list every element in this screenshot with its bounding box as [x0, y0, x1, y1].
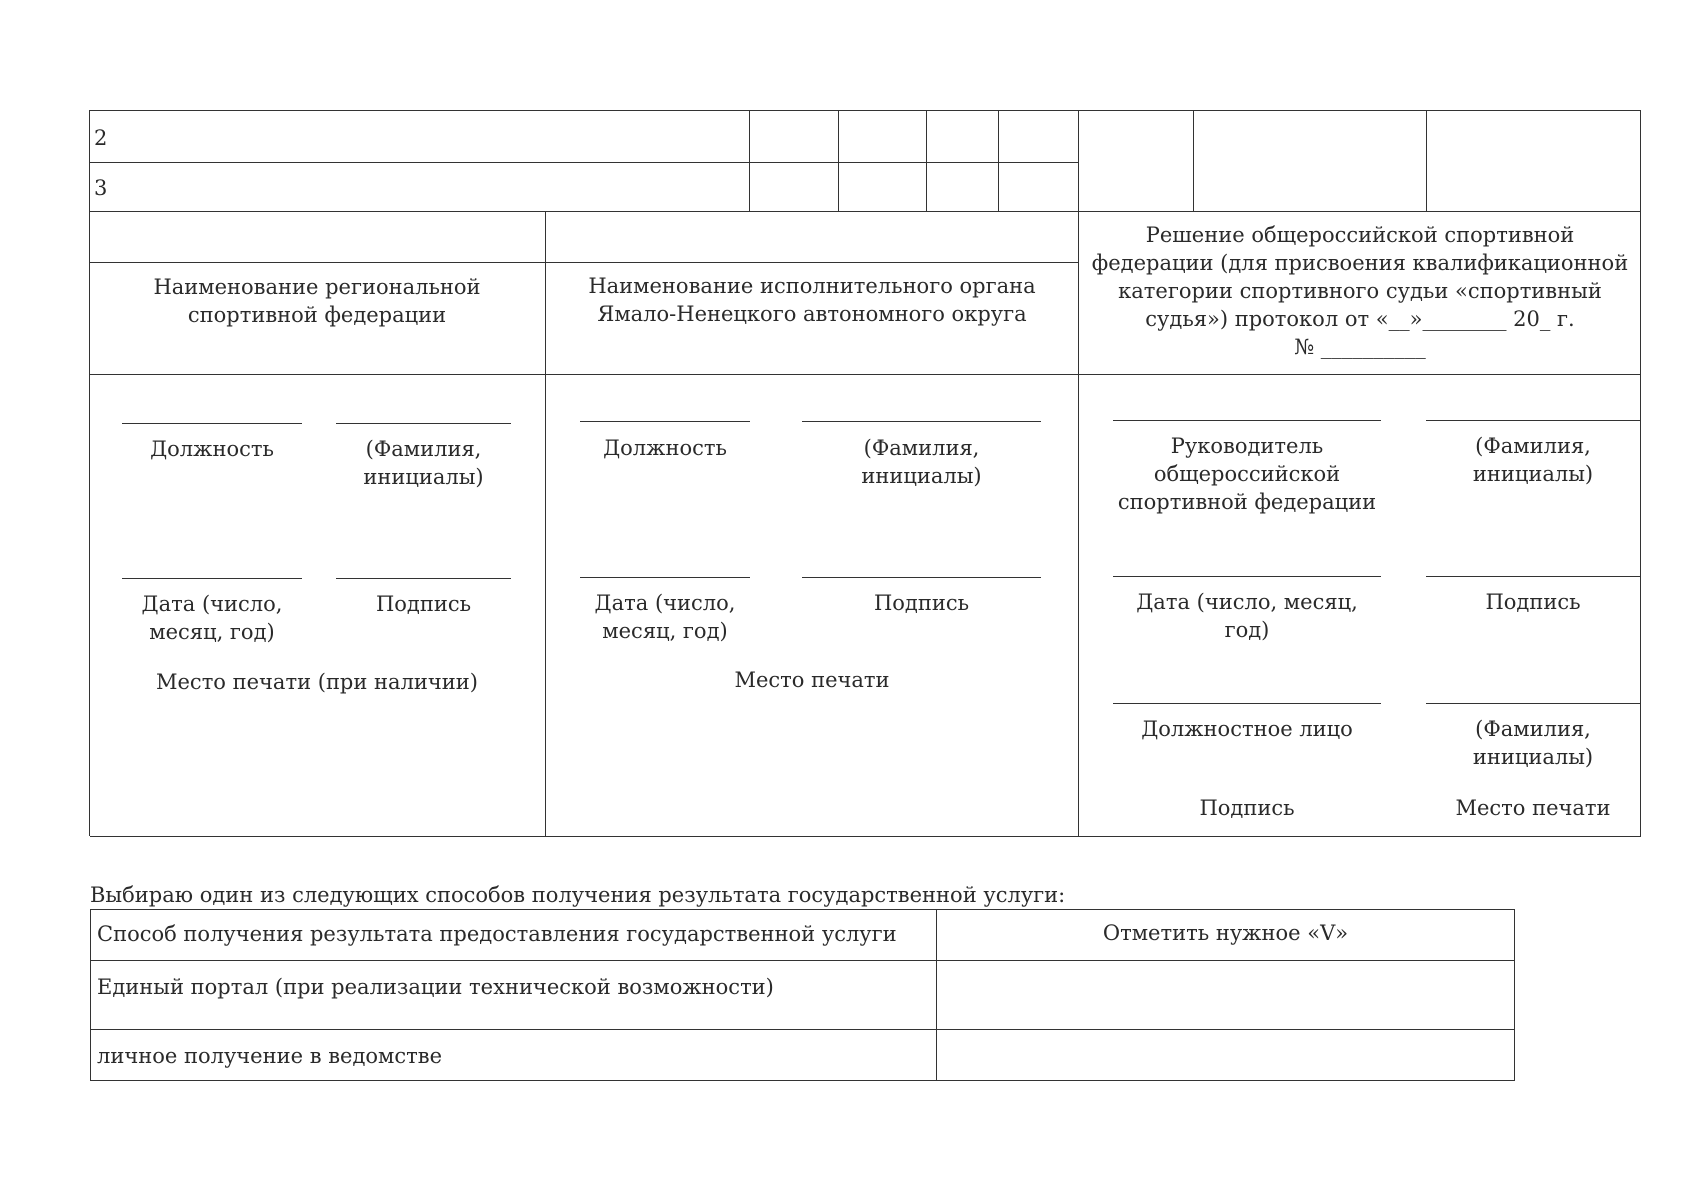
executive-body-header: Наименование исполнительного органа Ямало-Ненецкого автономного округа	[588, 274, 1036, 326]
delivery-mark-column-header: Отметить нужное «V»	[1102, 921, 1349, 945]
regional-date-label: Дата (число, месяц, год)	[141, 592, 283, 644]
executive-signature-label: Подпись	[873, 591, 970, 615]
delivery-option-in-person-mark-cell[interactable]	[938, 1031, 1513, 1079]
federation-date-label: Дата (число, месяц, год)	[1136, 590, 1358, 642]
regional-federation-header: Наименование региональной спортивной федерации	[153, 275, 481, 327]
executive-date-label: Дата (число, месяц, год)	[594, 591, 736, 643]
regional-position-label: Должность	[150, 437, 274, 461]
federation-name-label: (Фамилия, инициалы)	[1472, 434, 1594, 486]
regional-stamp-label: Место печати (при наличии)	[156, 670, 478, 694]
document-page: 2 3 Наименование региональной спортивной федерации Должность (Фамилия, инициалы) Дата (число, месяц, год) Подпись Место печати (при наличии) Наименование исполнительного органа Ямало-Ненецкого автономного округа Должность (Фамилия, инициалы) Дата (число, месяц, год) Подпись Место печати Решение общероссийской спортивной федерации (для присвоения квалификационной категории спортивного судьи «спортивный судья») протокол от «__»________ 20_ г. № __________ Руководитель общероссийской спортивной федерации (Фамилия, инициалы) Дата (число, месяц, год) Подпись Должностное лицо (Фамилия, инициалы) Подпись Место печати Выбираю один из следующих способов получения результата государственной услуги: Способ получения результата предоставления государственной услуги Отметить нужное «V» Единый портал (при реализации технической возможности) личное получение в ведомстве	[0, 0, 1697, 1200]
delivery-option-in-person: личное получение в ведомстве	[97, 1044, 442, 1068]
delivery-option-portal: Единый портал (при реализации технической возможности)	[97, 975, 774, 999]
federation-signature-label: Подпись	[1485, 590, 1581, 614]
delivery-intro: Выбираю один из следующих способов получения результата государственной услуги:	[90, 883, 1066, 907]
row-number-2: 2	[94, 126, 108, 150]
federation-head-label: Руководитель общероссийской спортивной федерации	[1117, 434, 1377, 514]
executive-position-label: Должность	[603, 436, 727, 460]
federation-official-name-label: (Фамилия, инициалы)	[1472, 717, 1594, 769]
row-number-3: 3	[94, 176, 108, 200]
federation-stamp-label: Место печати	[1455, 796, 1611, 820]
federation-official-label: Должностное лицо	[1141, 717, 1353, 741]
executive-stamp-label: Место печати	[734, 668, 890, 692]
delivery-method-column-header: Способ получения результата предоставления государственной услуги	[97, 922, 897, 946]
executive-name-label: (Фамилия, инициалы)	[861, 436, 982, 488]
federation-official-signature-label: Подпись	[1199, 796, 1295, 820]
regional-signature-label: Подпись	[375, 592, 472, 616]
regional-name-label: (Фамилия, инициалы)	[363, 437, 484, 489]
delivery-option-portal-mark-cell[interactable]	[938, 962, 1513, 1028]
